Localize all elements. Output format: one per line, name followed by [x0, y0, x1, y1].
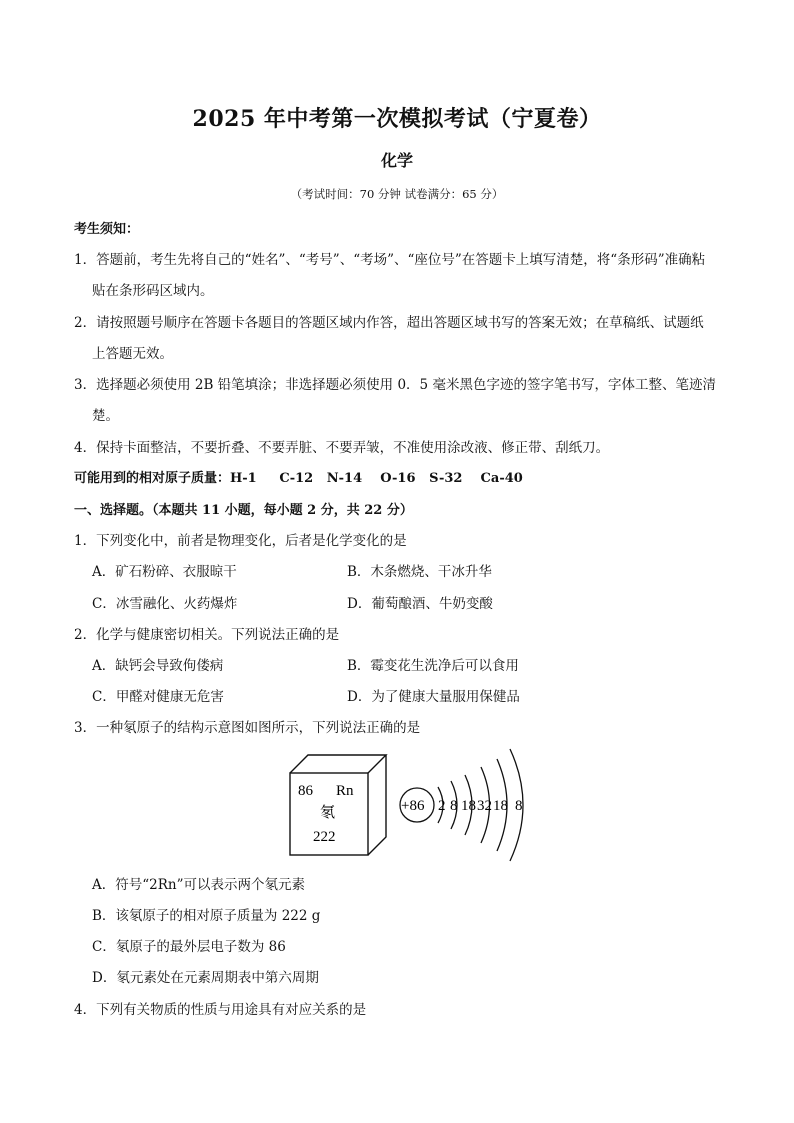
notice-item-1-line2: 贴在条形码区域内。: [92, 283, 214, 299]
question-3-option-d[interactable]: D．氡元素处在元素周期表中第六周期: [92, 970, 319, 986]
cube-atomic-number: 86: [298, 783, 313, 799]
subject-title: 化学: [380, 151, 413, 170]
question-1-stem: 1．下列变化中，前者是物理变化，后者是化学变化的是: [74, 533, 407, 549]
question-2-option-a[interactable]: A．缺钙会导致佝偻病: [92, 658, 224, 674]
shell-count-2: 8: [450, 798, 458, 814]
notice-item-3-line1: 3．选择题必须使用 2B 铅笔填涂；非选择题必须使用 0．5 毫米黑色字迹的签字笔书写，字体工整、笔迹清: [74, 377, 716, 393]
shell-count-6: 8: [515, 798, 523, 814]
section1-heading: 一、选择题。（本题共 11 小题，每小题 2 分，共 22 分）: [74, 503, 413, 518]
element-cube: [290, 755, 386, 855]
notice-item-4-line1: 4．保持卡面整洁，不要折叠、不要弄脏、不要弄皱，不准使用涂改液、修正带、刮纸刀。: [74, 440, 610, 456]
atomic-masses: 可能用到的相对原子质量：H-1 C-12 N-14 O-16 S-32 Ca-40: [74, 471, 523, 486]
shell-count-4: 32: [477, 798, 492, 814]
cube-mass: 222: [313, 829, 336, 845]
question-1-option-b[interactable]: B．木条燃烧、干冰升华: [347, 564, 492, 580]
cube-element-name: 氡: [320, 805, 336, 821]
shell-count-3: 18: [461, 798, 476, 814]
notice-item-2-line1: 2．请按照题号顺序在答题卡各题目的答题区域内作答，超出答题区域书写的答案无效；在草稿纸、试题纸: [74, 315, 704, 331]
question-1-option-a[interactable]: A．矿石粉碎、衣服晾干: [92, 564, 237, 580]
question-1-option-c[interactable]: C．冰雪融化、火药爆炸: [92, 596, 238, 612]
question-2-option-b[interactable]: B．霉变花生洗净后可以食用: [347, 658, 519, 674]
shell-count-5: 18: [493, 798, 508, 814]
question-3-option-b[interactable]: B．该氡原子的相对原子质量为 222 g: [92, 908, 321, 924]
shell-count-1: 2: [438, 798, 446, 814]
exam-title: 2025 年中考第一次模拟考试（宁夏卷）: [192, 106, 602, 132]
question-4-stem: 4．下列有关物质的性质与用途具有对应关系的是: [74, 1002, 367, 1018]
cube-symbol: Rn: [336, 783, 354, 799]
nucleus-charge: +86: [401, 798, 425, 814]
notice-item-1-line1: 1．答题前，考生先将自己的“姓名”、“考号”、“考场”、“座位号”在答题卡上填写清楚，将“条形码”准确粘: [74, 252, 706, 268]
notice-item-3-line2: 楚。: [92, 408, 119, 424]
radon-atom-figure: [280, 743, 540, 863]
question-1-option-d[interactable]: D．葡萄酿酒、牛奶变酸: [347, 596, 493, 612]
question-2-option-c[interactable]: C．甲醛对健康无危害: [92, 689, 224, 705]
notice-item-2-line2: 上答题无效。: [92, 346, 173, 362]
exam-info: （考试时间：70 分钟 试卷满分：65 分）: [290, 187, 504, 201]
question-3-option-a[interactable]: A．符号“2Rn”可以表示两个氡元素: [92, 877, 306, 893]
question-3-option-c[interactable]: C．氡原子的最外层电子数为 86: [92, 939, 286, 955]
notice-heading: 考生须知：: [74, 222, 140, 237]
question-3-stem: 3．一种氡原子的结构示意图如图所示，下列说法正确的是: [74, 720, 421, 736]
question-2-option-d[interactable]: D．为了健康大量服用保健品: [347, 689, 520, 705]
question-2-stem: 2．化学与健康密切相关。下列说法正确的是: [74, 627, 340, 643]
